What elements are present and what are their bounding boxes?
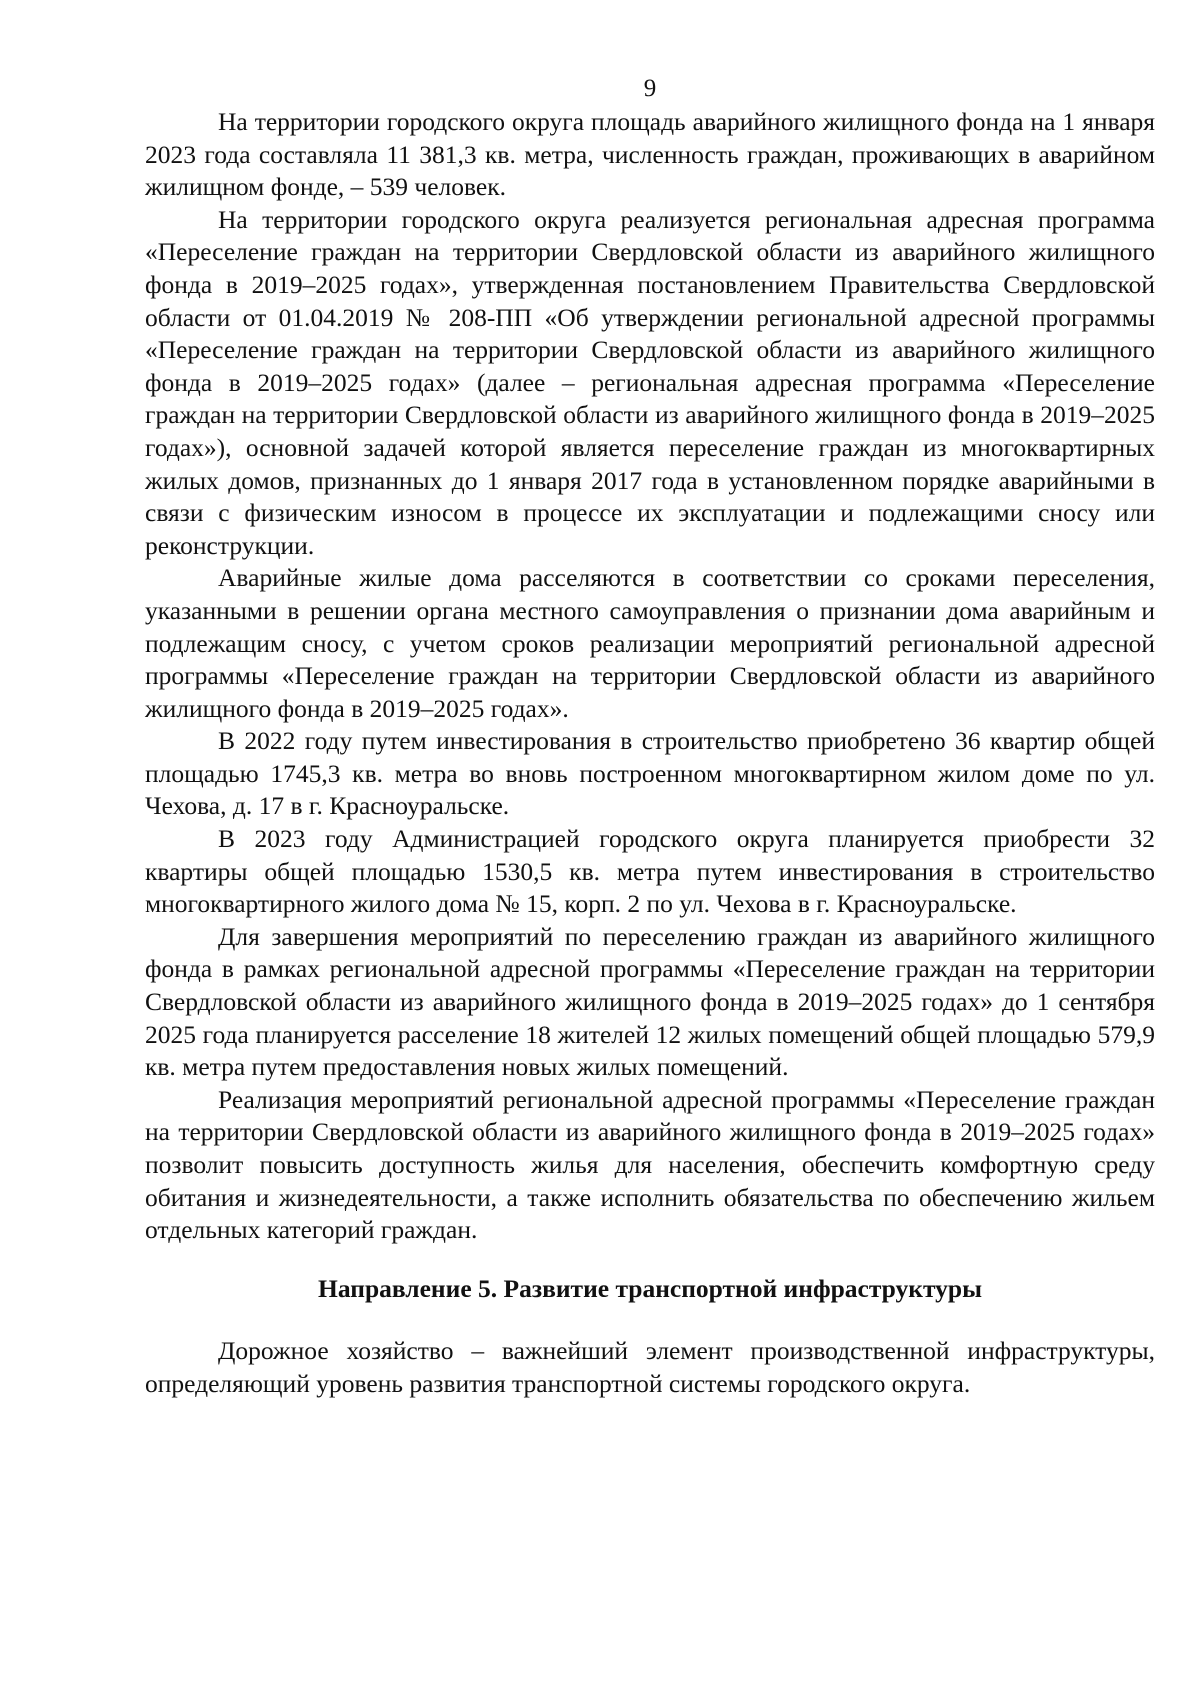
paragraph-resettlement-terms: Аварийные жилые дома расселяются в соответствии со сроками переселения, указанными в решении органа местного самоуправления о признании дома аварийным и подлежащим сносу, с учетом сроков реализации мероприятий региональной адресной программы «Переселение граждан на территории Свердловской области из аварийного жилищного фонда в 2019–2025 годах». [145,563,1155,723]
paragraph-2022-apartments: В 2022 году путем инвестирования в строительство приобретено 36 квартир общей площадью 1745,3 кв. метра во вновь построенном многоквартирном жилом доме по ул. Чехова, д. 17 в г. Красноуральске. [145,726,1155,821]
paragraph-road-economy: Дорожное хозяйство – важнейший элемент производственной инфраструктуры, определяющий уровень развития транспортной системы городского округа. [145,1336,1155,1398]
paragraph-program-results: Реализация мероприятий региональной адресной программы «Переселение граждан на территории Свердловской области из аварийного жилищного фонда в 2019–2025 годах» позволит повысить доступность жилья для населения, обеспечить комфортную среду обитания и жизнедеятельности, а также исполнить обязательства по обеспечению жильем отдельных категорий граждан. [145,1084,1155,1245]
section-heading-transport: Направление 5. Развитие транспортной инфраструктуры [318,1273,982,1303]
paragraph-emergency-housing-area: На территории городского округа площадь аварийного жилищного фонда на 1 января 2023 года составляла 11 381,3 кв. метра, численность граждан, проживающих в аварийном жилищном фонде, – 539 человек. [145,107,1155,202]
paragraph-regional-program: На территории городского округа реализуется региональная адресная программа «Переселение граждан на территории Свердловской области из аварийного жилищного фонда в 2019–2025 годах», утвержденная постановлением Правительства Свердловской области от 01.04.2019 № 208-ПП «Об утверждении региональной адресной программы «Переселение граждан на территории Свердловской области из аварийного жилищного фонда в 2019–2025 годах» (далее – региональная адресная программа «Переселение граждан на территории Свердловской области из аварийного жилищного фонда в 2019–2025 годах»), основной задачей которой является переселение граждан из многоквартирных жилых домов, признанных до 1 января 2017 года в установленном порядке аварийными в связи с физическим износом в процессе их эксплуатации и подлежащими сносу или реконструкции. [145,204,1155,560]
page-number: 9 [643,75,657,102]
paragraph-program-completion: Для завершения мероприятий по переселению граждан из аварийного жилищного фонда в рамках региональной адресной программы «Переселение граждан на территории Свердловской области из аварийного жилищного фонда в 2019–2025 годах» до 1 сентября 2025 года планируется расселение 18 жителей 12 жилых помещений общей площадью 579,9 кв. метра путем предоставления новых жилых помещений. [145,921,1155,1082]
paragraph-2023-apartments: В 2023 году Администрацией городского округа планируется приобрести 32 квартиры общей площадью 1530,5 кв. метра путем инвестирования в строительство многоквартирного жилого дома № 15, корп. 2 по ул. Чехова в г. Красноуральске. [145,824,1155,919]
document-page [145,72,1155,1401]
